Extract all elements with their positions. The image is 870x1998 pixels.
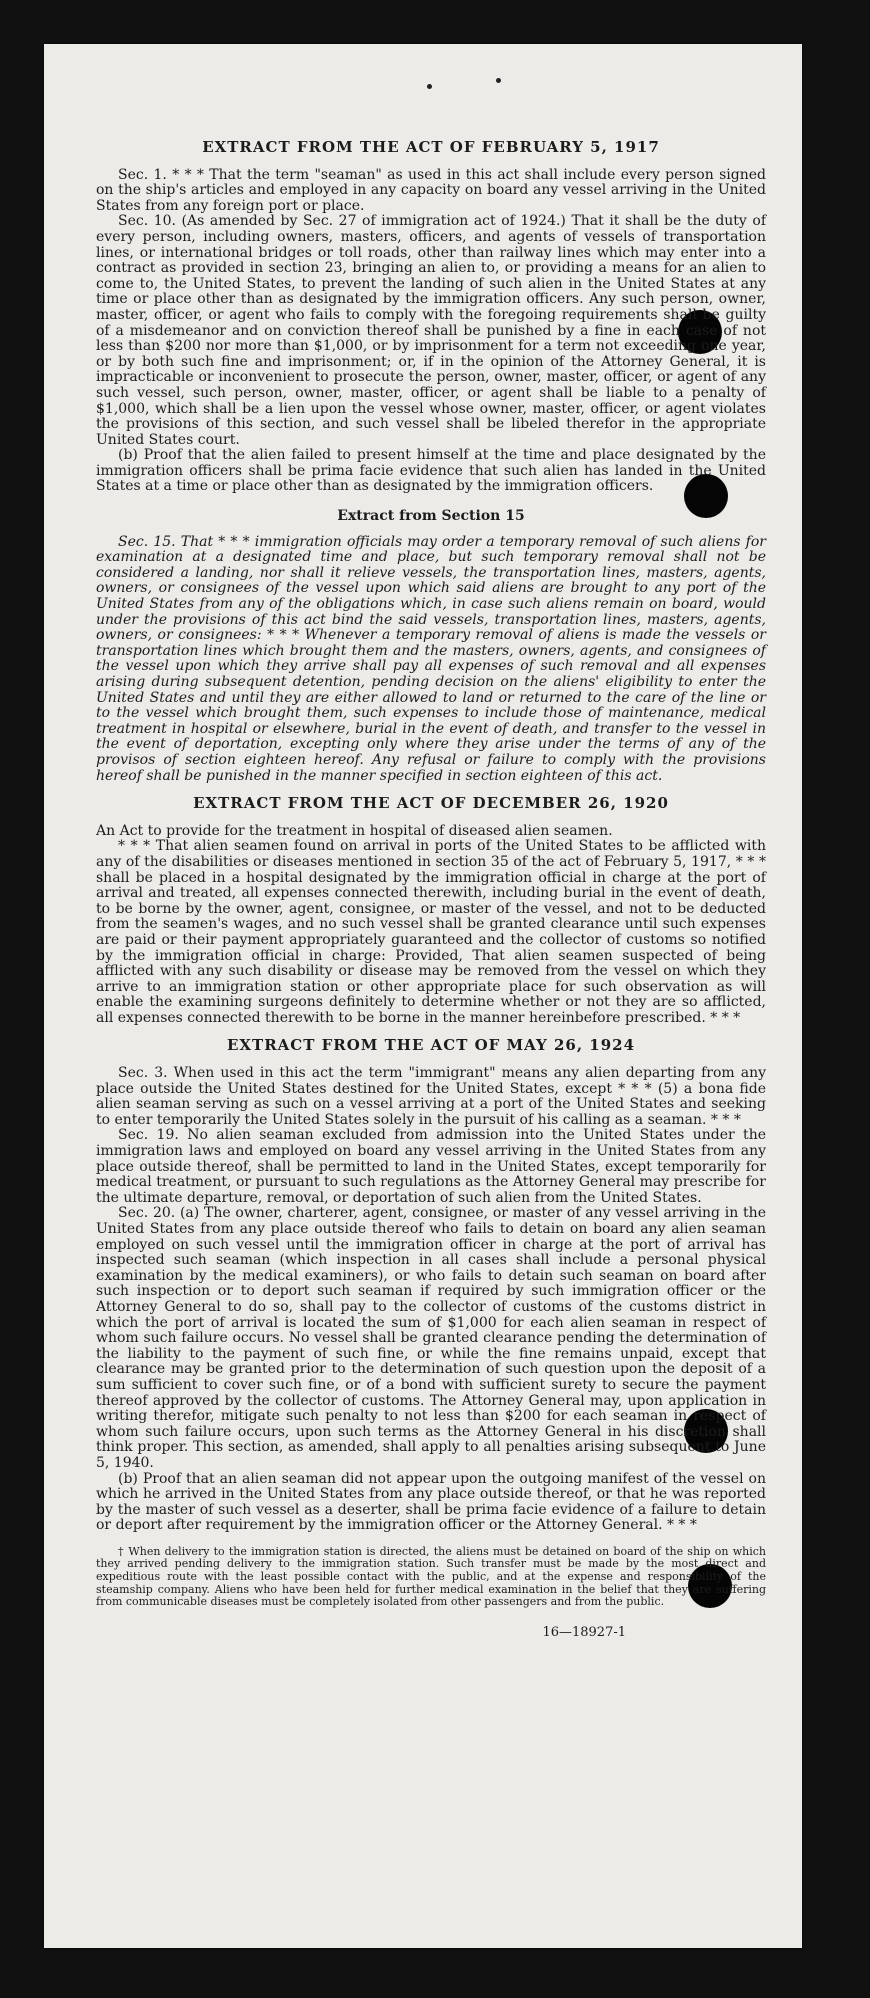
- section-20: Sec. 20. (a) The owner, charterer, agent, consignee, or master of any vessel arriving in the United States from any place outside thereof who fails to detain on board any alien seaman employed on such vessel until the immigration officer in charge at the port of arrival has inspected such seaman (which inspection in all cases shall include a personal physical examination by the medical examiners), or who fails to detain such seaman on board after such inspection or to deport such seaman if required by such immigration officer or the Attorney General to do so, shall pay to the collector of customs of the customs district in which the port of arrival is located the sum of $1,000 for each alien seaman in respect of whom such failure occurs. No vessel shall be granted clearance pending the determination of the liability to the payment of such fine, or while the fine remains unpaid, except that clearance may be granted prior to the determination of such question upon the deposit of a sum sufficient to cover such fine, or of a bond with sufficient surety to secure the payment thereof approved by the collector of customs. The Attorney General may, upon application in writing therefor, mitigate such penalty to not less than $200 for each seaman in respect of whom such failure occurs, upon such terms as the Attorney General in his discretion shall think proper. This section, as amended, shall apply to all penalties arising subsequent to June 5, 1940.: [96, 1205, 766, 1471]
- act-1920-title: An Act to provide for the treatment in hospital of diseased alien seamen.: [96, 822, 613, 839]
- footnote: † When delivery to the immigration station is directed, the aliens must be detained on board of the ship on which they arrived pending delivery to the immigration station. Such transfer must be made by the most direct and expeditious route with the least possible contact with the public, and at the expense and responsibility of the steamship company. Aliens who have been held for further medical examination in the belief that they are suffering from communicable diseases must be completely isolated from other passengers and from the public.: [96, 1544, 766, 1609]
- heading-section-15: Extract from Section 15: [337, 508, 525, 525]
- punch-dot: [427, 84, 432, 89]
- document-page: [44, 44, 802, 1948]
- heading-act-1924: EXTRACT FROM THE ACT OF MAY 26, 1924: [226, 1036, 636, 1055]
- section-10: Sec. 10. (As amended by Sec. 27 of immigration act of 1924.) That it shall be the duty of every person, including owners, masters, officers, and agents of vessels of transportation lines, or international bridges or toll roads, other than railway lines which may enter into a contract as provided in section 23, bringing an alien to, or providing a means for an alien to come to, the United States, to prevent the landing of such alien in the United States at any time or place other than as designated by the immigration officers. Any such person, owner, master, officer, or agent who fails to comply with the foregoing requirements shall be guilty of a misdemeanor and on conviction thereof shall be punished by a fine in each case of not less than $200 nor more than $1,000, or by imprisonment for a term not exceeding one year, or by both such fine and imprisonment; or, if in the opinion of the Attorney General, it is impracticable or inconvenient to prosecute the person, owner, master, officer, or agent of any such vessel, such person, owner, master, officer, or agent shall be liable to a penalty of $1,000, which shall be a lien upon the vessel whose owner, master, officer, or agent violates the provisions of this section, and such vessel shall be libeled therefor in the appropriate United States court.: [96, 213, 766, 448]
- form-number: 16—18927-1: [542, 1624, 626, 1640]
- punch-dot: [496, 78, 501, 83]
- heading-act-1917: EXTRACT FROM THE ACT OF FEBRUARY 5, 1917: [202, 138, 660, 156]
- heading-act-1920: EXTRACT FROM THE ACT OF DECEMBER 26, 1920: [193, 794, 669, 813]
- section-3: Sec. 3. When used in this act the term "immigrant" means any alien departing from any place outside the United States destined for the United States, except * * * (5) a bona fide alien seaman serving as such on a vessel arriving at a port of the United States and seeking to enter temporarily the United States solely in the pursuit of his calling as a seaman. * * *: [96, 1065, 766, 1128]
- section-20-b: (b) Proof that an alien seaman did not appear upon the outgoing manifest of the vessel on which he arrived in the United States from any place outside thereof, or that he was reported by the master of such vessel as a deserter, shall be prima facie evidence of a failure to detain or deport after requirement by the immigration officer or the Attorney General. * * *: [96, 1470, 766, 1534]
- section-19: Sec. 19. No alien seaman excluded from admission into the United States under the immigration laws and employed on board any vessel arriving in the United States from any place outside thereof, shall be permitted to land in the United States, except temporarily for medical treatment, or pursuant to such regulations as the Attorney General may prescribe for the ultimate departure, removal, or deportation of such alien from the United States.: [96, 1127, 766, 1206]
- document-body: [96, 128, 766, 1640]
- section-1: Sec. 1. * * * That the term "seaman" as used in this act shall include every person signed on the ship's articles and employed in any capacity on board any vessel arriving in the United States from any foreign port or place.: [96, 166, 766, 214]
- section-10-b: (b) Proof that the alien failed to present himself at the time and place designated by the immigration officers shall be prima facie evidence that such alien has landed in the United States at a time or place other than as designated by the immigration officers.: [96, 447, 766, 495]
- section-15: Sec. 15. That * * * immigration officials may order a temporary removal of such aliens for examination at a designated time and place, but such temporary removal shall not be considered a landing, nor shall it relieve vessels, the transportation lines, masters, agents, owners, or consignees of the vessel upon which said aliens are brought to any port of the United States from any of the obligations which, in case such aliens remain on board, would under the provisions of this act bind the said vessels, transportation lines, masters, agents, owners, or consignees: * * * Whenever a temporary removal of aliens is made the vessels or transportation lines which brought them and the masters, owners, agents, and consignees of the vessel upon which they arrive shall pay all expenses of such removal and all expenses arising during subsequent detention, pending decision on the aliens' eligibility to enter the United States and until they are either allowed to land or returned to the care of the line or to the vessel which brought them, such expenses to include those of maintenance, medical treatment in hospital or elsewhere, burial in the event of death, and transfer to the vessel in the event of deportation, excepting only where they arise under the terms of any of the provisos of section eighteen hereof. Any refusal or failure to comply with the provisions hereof shall be punished in the manner specified in section eighteen of this act.: [96, 533, 766, 784]
- act-1920-body: * * * That alien seamen found on arrival in ports of the United States to be afflicted with any of the disabilities or diseases mentioned in section 35 of the act of February 5, 1917, * * * shall be placed in a hospital designated by the immigration official in charge at the port of arrival and treated, all expenses connected therewith, including burial in the event of death, to be borne by the owner, agent, consignee, or master of the vessel, and not to be deducted from the seamen's wages, and no such vessel shall be granted clearance until such expenses are paid or their payment appropriately guaranteed and the collector of customs so notified by the immigration official in charge: Provided, That alien seamen suspected of being afflicted with any such disability or disease may be removed from the vessel on which they arrive to an immigration station or other appropriate place for such observation as will enable the examining surgeons definitely to determine whether or not they are so afflicted, all expenses connected therewith to be borne in the manner hereinbefore prescribed. * * *: [96, 838, 766, 1026]
